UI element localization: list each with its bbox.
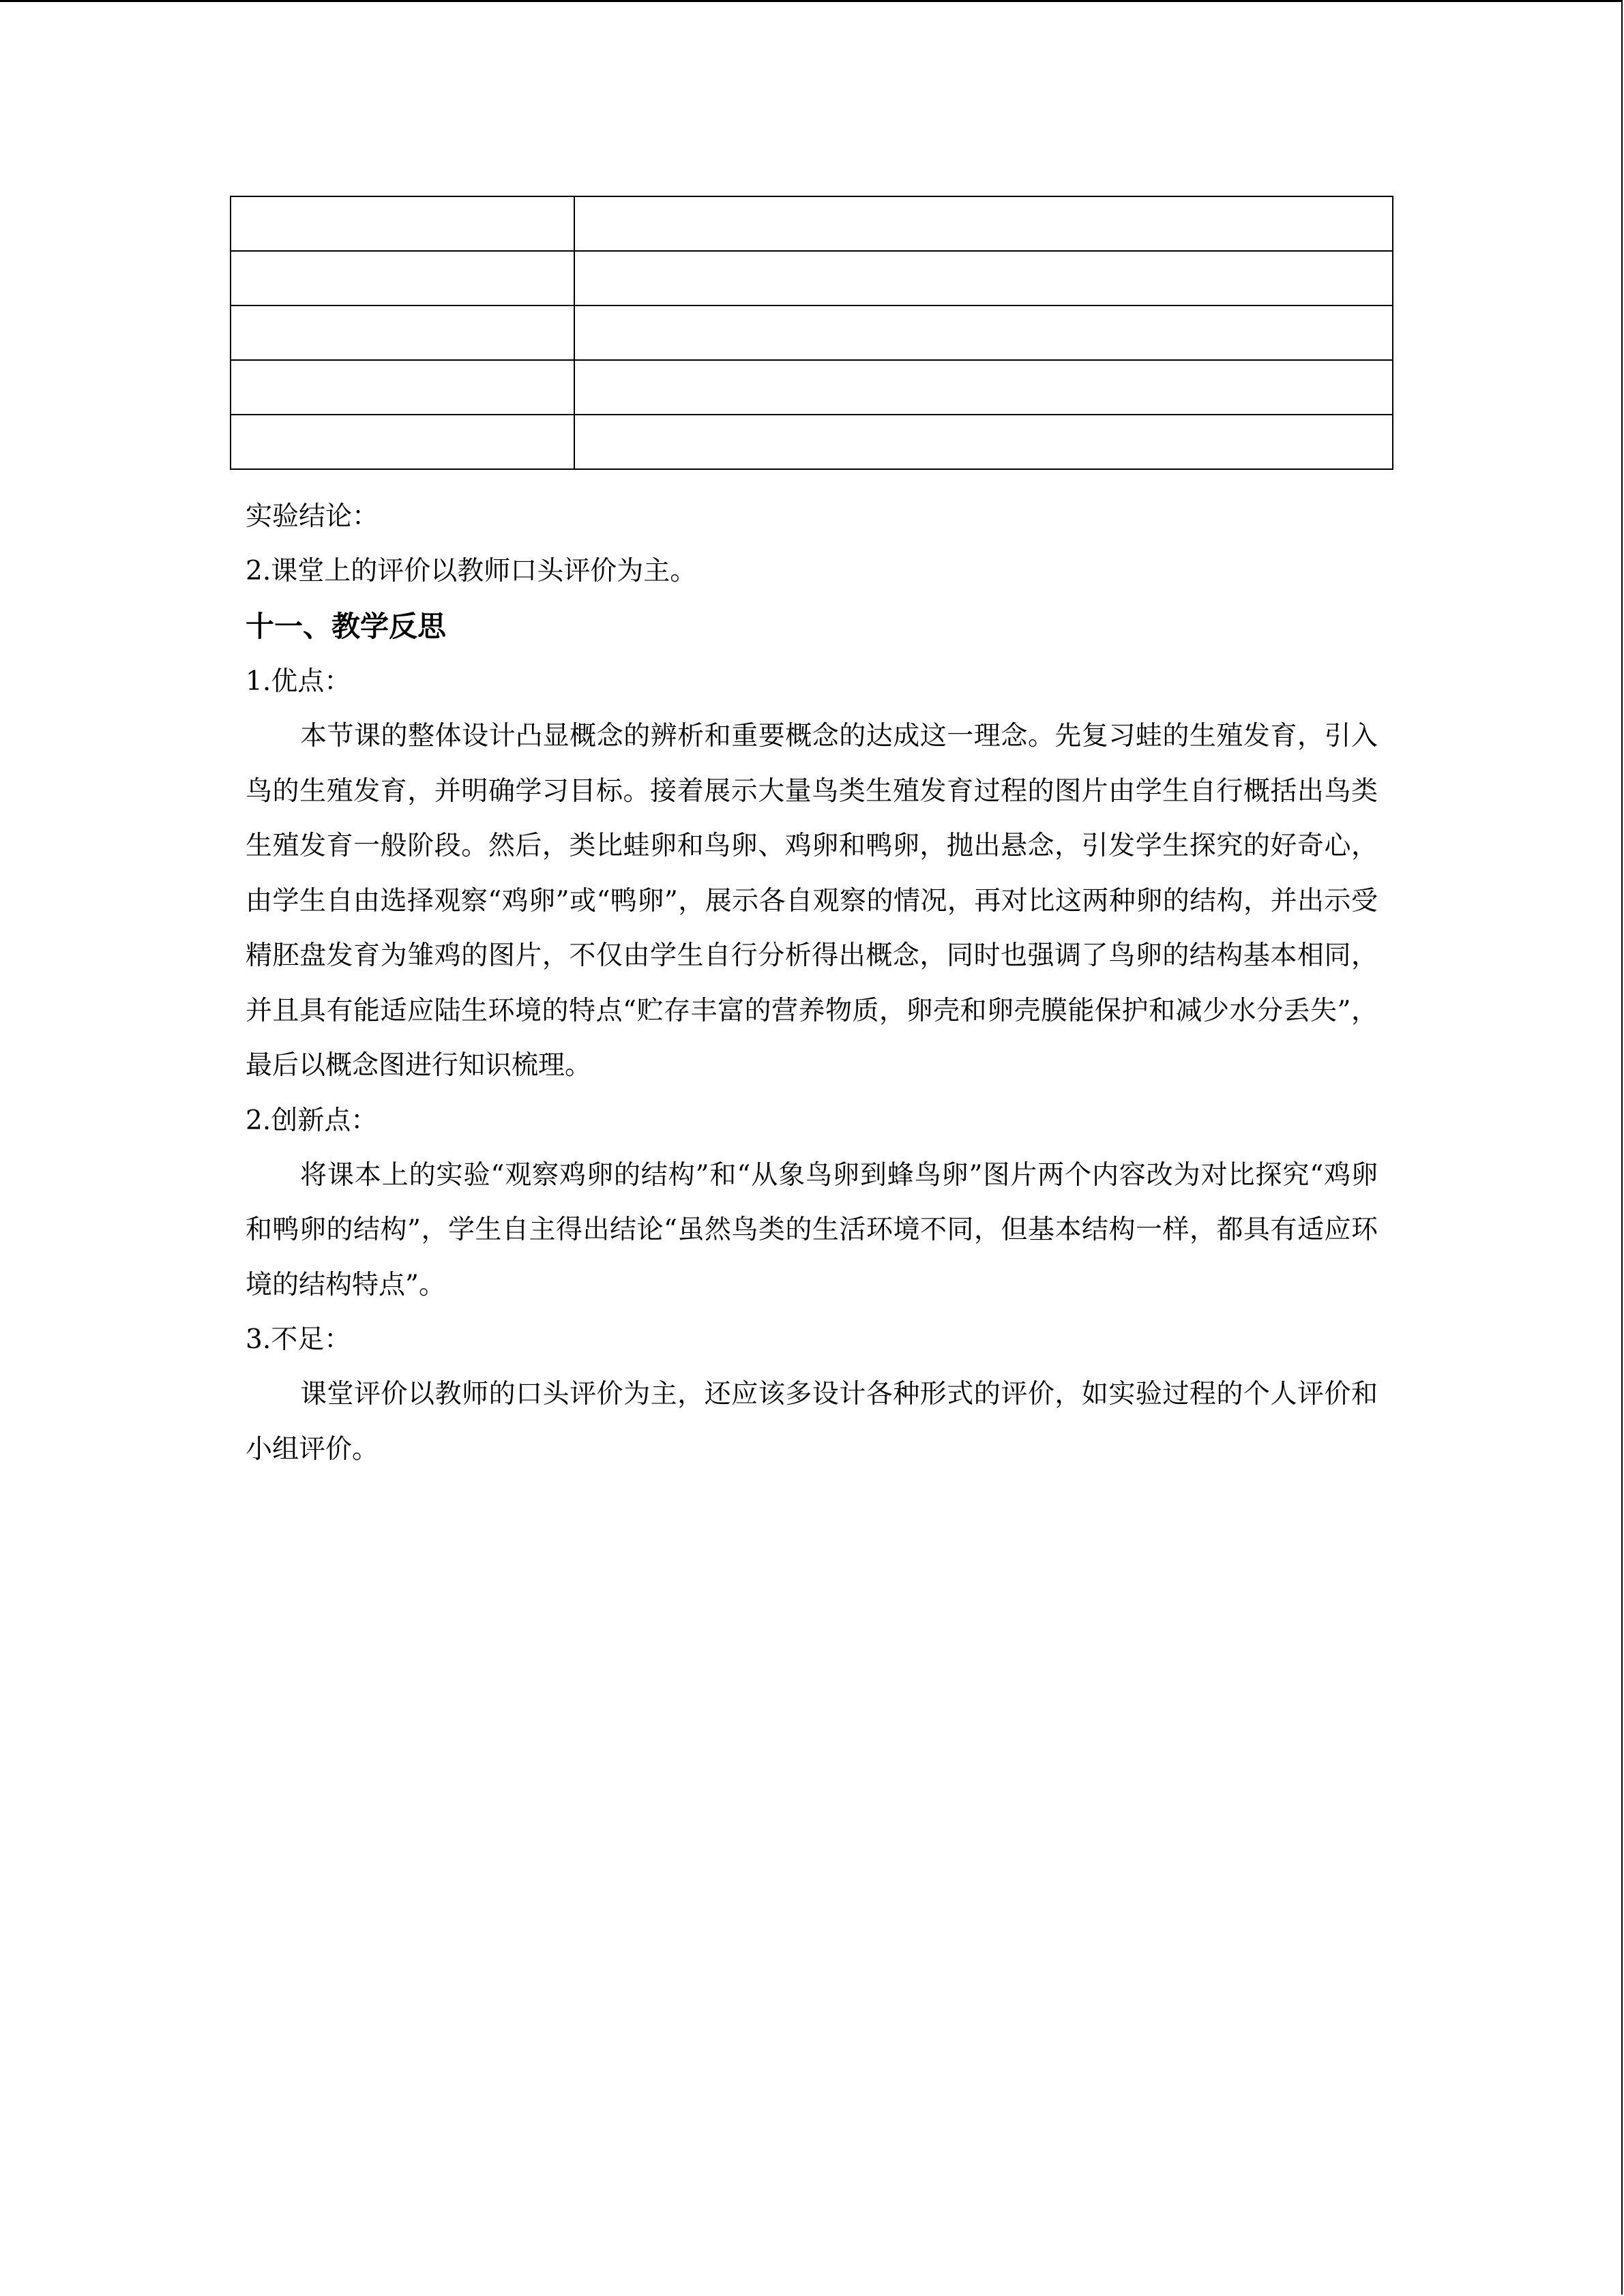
table-cell [574,360,1393,415]
evaluation-line: 2.课堂上的评价以教师口头评价为主。 [246,556,697,586]
table-cell [231,251,574,305]
section-heading: 十一、教学反思 [246,610,447,643]
innovation-paragraph: 将课本上的实验“观察鸡卵的结构”和“从象鸟卵到蜂鸟卵”图片两个内容改为对比探究“鸡卵和鸭卵的结构”，学生自主得出结论“虽然鸟类的生活环境不同，但基本结构一样，都具有适应环境的结构特点”。 [246,1159,1378,1300]
conclusion-label: 实验结论： [246,501,379,532]
table-row [231,305,1393,360]
table-row [231,251,1393,305]
innovation-label: 2.创新点： [246,1105,378,1136]
table-cell [574,196,1393,251]
table-cell [574,305,1393,360]
table-cell [231,415,574,469]
table-row [231,196,1393,251]
shortcoming-label: 3.不足： [246,1324,351,1355]
table-cell [574,251,1393,305]
table-row [231,415,1393,469]
advantages-label: 1.优点： [246,666,351,697]
document-body [246,490,1378,1477]
table-cell [574,415,1393,469]
observation-table [230,196,1393,470]
shortcoming-paragraph: 课堂评价以教师的口头评价为主，还应该多设计各种形式的评价，如实验过程的个人评价和小组评价。 [246,1379,1378,1465]
table-row [231,360,1393,415]
table-cell [231,196,574,251]
advantages-paragraph: 本节课的整体设计凸显概念的辨析和重要概念的达成这一理念。先复习蛙的生殖发育，引入鸟的生殖发育，并明确学习目标。接着展示大量鸟类生殖发育过程的图片由学生自行概括出鸟类生殖发育一般阶段。然后，类比蛙卵和鸟卵、鸡卵和鸭卵，抛出悬念，引发学生探究的好奇心，由学生自由选择观察“鸡卵”或“鸭卵”，展示各自观察的情况，再对比这两种卵的结构，并出示受精胚盘发育为雏鸡的图片，不仅由学生自行分析得出概念，同时也强调了鸟卵的结构基本相同，并且具有能适应陆生环境的特点“贮存丰富的营养物质，卵壳和卵壳膜能保护和减少水分丢失”，最后以概念图进行知识梳理。 [246,721,1378,1081]
table-cell [231,360,574,415]
table-cell [231,305,574,360]
